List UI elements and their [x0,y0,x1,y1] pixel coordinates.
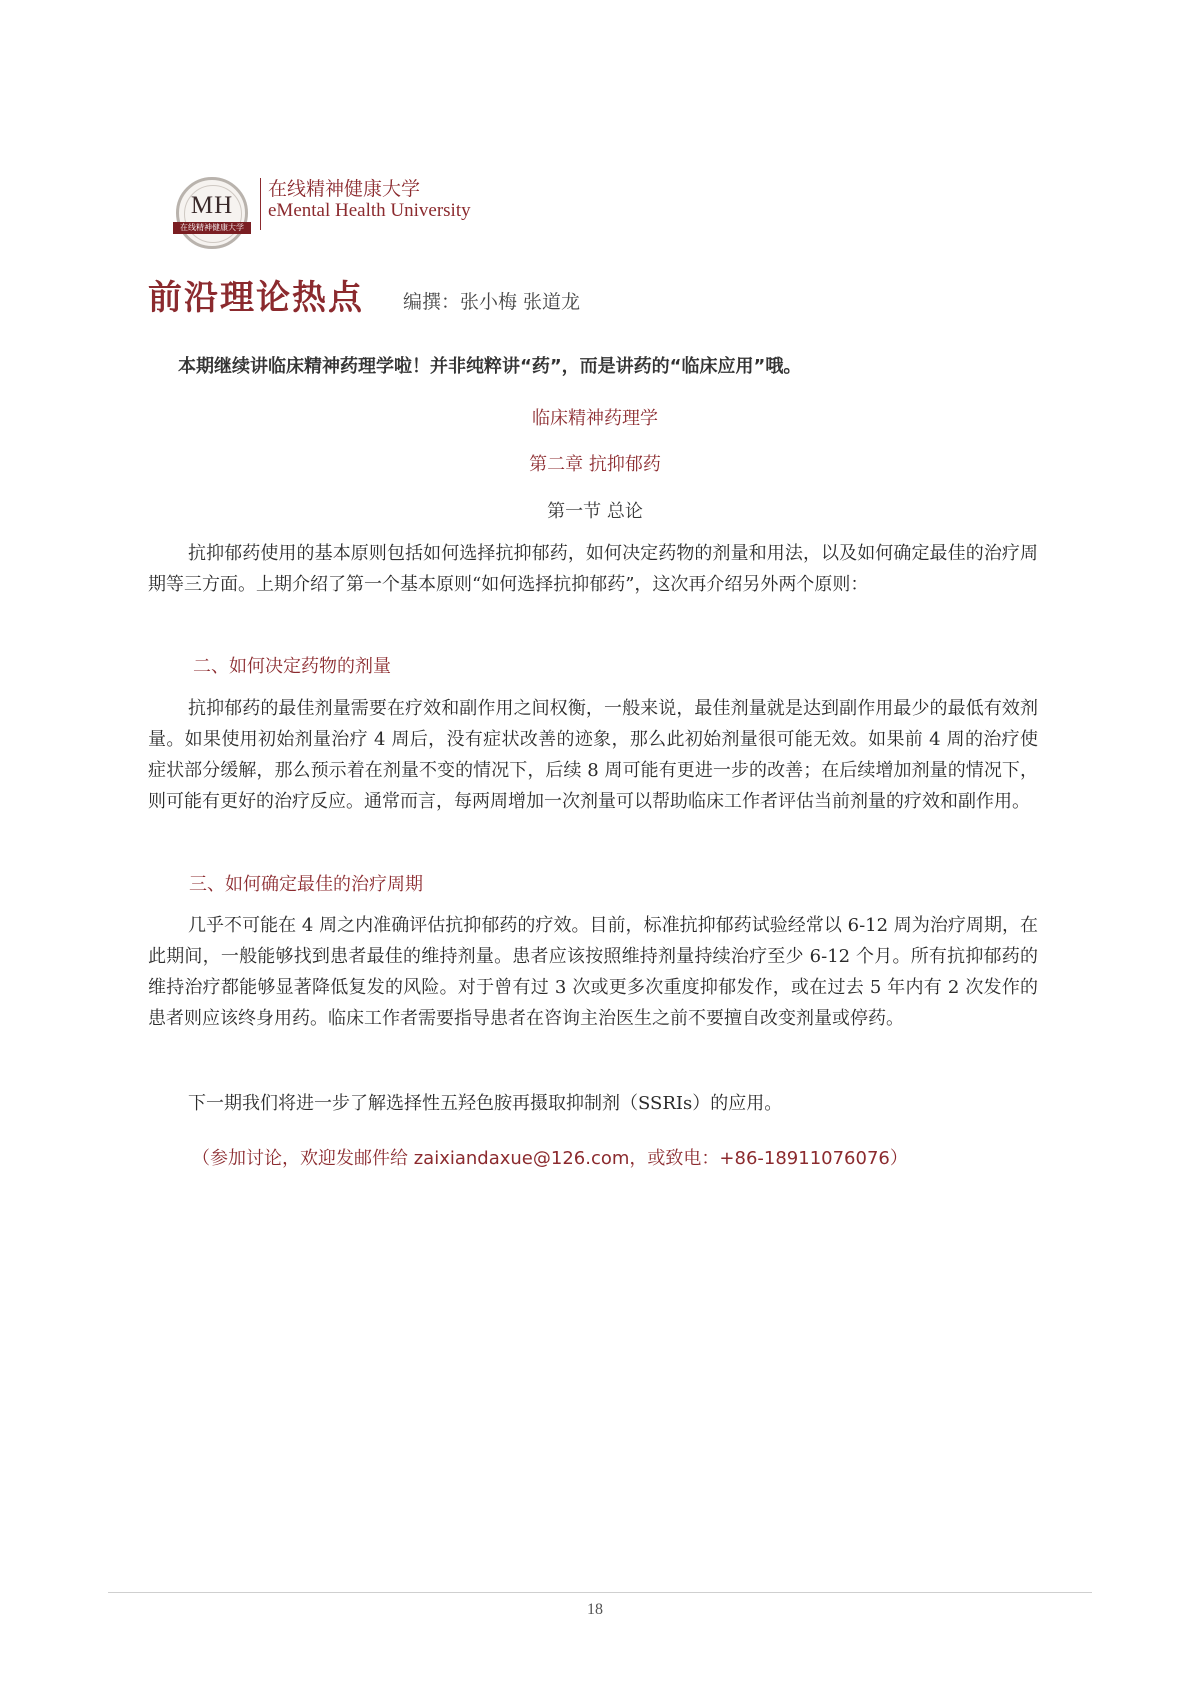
logo-divider [260,178,261,230]
university-name-cn: 在线精神健康大学 [268,178,421,200]
book-title: 临床精神药理学 [532,408,658,429]
paragraph-dosage: 抗抑郁药的最佳剂量需要在疗效和副作用之间权衡，一般来说，最佳剂量就是达到副作用最少的最低有效剂量。如果使用初始剂量治疗 4 周后，没有症状改善的迹象，那么此初始剂量很可能无效。如果前 4 周的治疗使症状部分缓解，那么预示着在剂量不变的情况下，后续 8 周可能有更进一步的改善；在后续增加剂量的情况下，则可能有更好的治疗反应。通常而言，每两周增加一次剂量可以帮助临床工作者评估当前剂量的疗效和副作用。 [148,698,1038,812]
paragraph-duration: 几乎不可能在 4 周之内准确评估抗抑郁药的疗效。目前，标准抗抑郁药试验经常以 6-12 周为治疗周期，在此期间，一般能够找到患者最佳的维持剂量。患者应该按照维持剂量持续治疗至少 6-12 个月。所有抗抑郁药的维持治疗都能够显著降低复发的风险。对于曾有过 3 次或更多次重度抑郁发作，或在过去 5 年内有 2 次发作的患者则应该终身用药。临床工作者需要指导患者在咨询主治医生之前不要擅自改变剂量或停药。 [148,915,1038,1029]
intro-line: 本期继续讲临床精神药理学啦！并非纯粹讲“药”，而是讲药的“临床应用”哦。 [178,356,802,377]
editors: 编撰：张小梅 张道龙 [403,291,581,313]
contact-info: （参加讨论，欢迎发邮件给 zaixiandaxue@126.com，或致电：+86-18911076076） [192,1148,908,1169]
seal-ribbon: 在线精神健康大学 [173,222,251,234]
university-name-en: eMental Health University [268,200,471,221]
seal-letters: MH [190,192,234,219]
university-logo [176,174,496,248]
paragraph-next-issue: 下一期我们将进一步了解选择性五羟色胺再摄取抑制剂（SSRIs）的应用。 [188,1093,783,1114]
section-title: 第一节 总论 [547,501,643,522]
chapter-title: 第二章 抗抑郁药 [529,454,661,475]
mh-seal-icon [176,177,248,249]
subheading-dosage: 二、如何决定药物的剂量 [193,656,391,677]
page-number: 18 [587,1601,603,1618]
paragraph-principles: 抗抑郁药使用的基本原则包括如何选择抗抑郁药，如何决定药物的剂量和用法，以及如何确定最佳的治疗周期等三方面。上期介绍了第一个基本原则“如何选择抗抑郁药”，这次再介绍另外两个原则： [148,543,1038,595]
subheading-duration: 三、如何确定最佳的治疗周期 [189,874,423,895]
footer-divider [108,1592,1092,1593]
page-title: 前沿理论热点 [148,278,364,318]
